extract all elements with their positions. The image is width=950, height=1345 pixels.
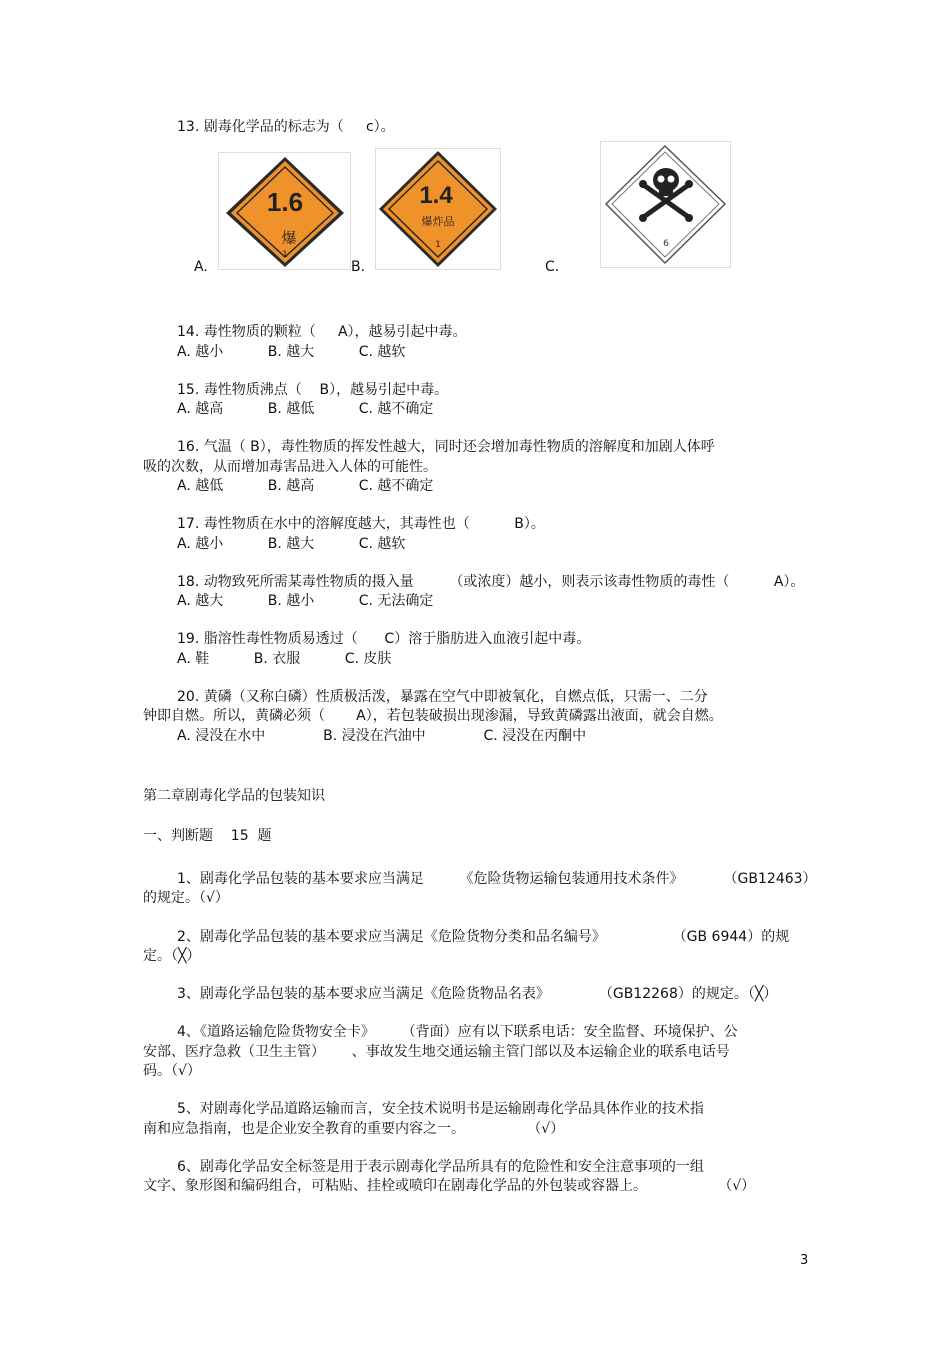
- question-19-options: A. 鞋 B. 衣服 C. 皮肤: [177, 651, 392, 667]
- judgment-1-line1: 1、剧毒化学品包装的基本要求应当满足 《危险货物运输包装通用技术条件》 （GB12463）: [177, 871, 817, 887]
- sign-b-number: 1.4: [419, 182, 453, 209]
- hazard-sign-1-4-explosive: [375, 148, 501, 270]
- question-17-options: A. 越小 B. 越大 C. 越软: [177, 536, 406, 552]
- skull-crossbones-icon: [601, 142, 730, 267]
- explosive-diamond-icon: [376, 149, 500, 269]
- judgment-2-line1: 2、剧毒化学品包装的基本要求应当满足《危险货物分类和品名编号》 （GB 6944）的规: [177, 929, 790, 945]
- sign-a-class: 1: [282, 250, 288, 260]
- question-13: 13. 剧毒化学品的标志为（ c）。: [177, 119, 395, 135]
- hazard-sign-toxic: [600, 141, 731, 268]
- question-14-options: A. 越小 B. 越大 C. 越软: [177, 344, 406, 360]
- judgment-4-line2: 安部、医疗急救（卫生主管） 、事故发生地交通运输主管门部以及本运输企业的联系电话号: [143, 1044, 730, 1060]
- judgment-2-line2: 定。（╳）: [143, 948, 201, 964]
- judgment-4-line3: 码。（√）: [143, 1063, 201, 1079]
- option-b-label: B.: [351, 259, 366, 275]
- judgment-5-line2: 南和应急指南，也是企业安全教育的重要内容之一。 （√）: [143, 1121, 565, 1137]
- question-16-options: A. 越低 B. 越高 C. 越不确定: [177, 478, 434, 494]
- hazard-sign-1-6-explosive: [218, 152, 351, 270]
- sign-b-class: 1: [435, 240, 441, 250]
- explosive-diamond-icon: [219, 153, 350, 269]
- sign-a-number: 1.6: [266, 187, 304, 217]
- option-c-label: C.: [545, 259, 560, 275]
- question-20-options: A. 浸没在水中 B. 浸没在汽油中 C. 浸没在丙酮中: [177, 728, 587, 744]
- question-17: 17. 毒性物质在水中的溶解度越大，其毒性也（ B）。: [177, 516, 545, 532]
- sign-a-text: 爆: [281, 229, 297, 247]
- sign-c-class: 6: [663, 239, 669, 249]
- question-20-line1: 20. 黄磷（又称白磷）性质极活泼，暴露在空气中即被氧化，自燃点低，只需一、二分: [177, 689, 708, 705]
- judgment-5-line1: 5、对剧毒化学品道路运输而言，安全技术说明书是运输剧毒化学品具体作业的技术指: [177, 1101, 704, 1117]
- judgment-6-line1: 6、剧毒化学品安全标签是用于表示剧毒化学品所具有的危险性和安全注意事项的一组: [177, 1159, 704, 1175]
- question-14: 14. 毒性物质的颗粒（ A），越易引起中毒。: [177, 324, 467, 340]
- question-15: 15. 毒性物质沸点（ B），越易引起中毒。: [177, 382, 449, 398]
- question-16-line1: 16. 气温（ B），毒性物质的挥发性越大，同时还会增加毒性物质的溶解度和加剧人体呼: [177, 439, 715, 455]
- page-number: 3: [800, 1253, 809, 1268]
- judgment-1-line2: 的规定。（√）: [143, 890, 229, 906]
- question-18: 18. 动物致死所需某毒性物质的摄入量 （或浓度）越小，则表示该毒性物质的毒性（ A）。: [177, 574, 805, 590]
- chapter-title: 第二章剧毒化学品的包装知识: [143, 788, 325, 804]
- section-title: 一、判断题 15 题: [143, 828, 272, 844]
- judgment-4-line1: 4、《道路运输危险货物安全卡》 （背面）应有以下联系电话：安全监督、环境保护、公: [177, 1024, 738, 1040]
- question-18-options: A. 越大 B. 越小 C. 无法确定: [177, 593, 434, 609]
- question-19: 19. 脂溶性毒性物质易透过（ C）溶于脂肪进入血液引起中毒。: [177, 631, 591, 647]
- option-a-label: A.: [194, 259, 208, 275]
- question-20-line2: 钟即自燃。所以，黄磷必须（ A），若包装破损出现渗漏，导致黄磷露出液面，就会自燃。: [143, 708, 723, 724]
- sign-b-text: 爆炸品: [421, 215, 455, 228]
- judgment-3-line1: 3、剧毒化学品包装的基本要求应当满足《危险货物品名表》 （GB12268）的规定。（╳）: [177, 986, 778, 1002]
- question-15-options: A. 越高 B. 越低 C. 越不确定: [177, 401, 434, 417]
- judgment-6-line2: 文字、象形图和编码组合，可粘贴、挂栓或喷印在剧毒化学品的外包装或容器上。 （√）: [143, 1178, 756, 1194]
- question-16-line2: 吸的次数，从而增加毒害品进入人体的可能性。: [143, 459, 437, 475]
